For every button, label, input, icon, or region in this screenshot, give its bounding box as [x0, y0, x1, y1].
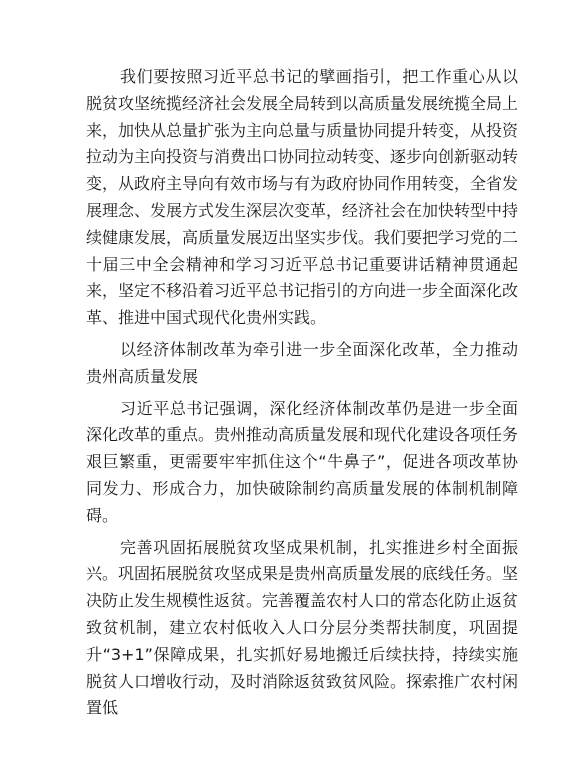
document-body: [86, 64, 518, 722]
intro-paragraph: 我们要按照习近平总书记的擘画指引，把工作重心从以脱贫攻坚统揽经济社会发展全局转到以高质量发展统揽全局上来，加快从总量扩张为主向总量与质量协同提升转变，从投资拉动为主向投资与消费出口协同拉动转变、逐步向创新驱动转变，从政府主导向有效市场与有为政府协同作用转变，全省发展理念、发展方式发生深层次变革，经济社会在加快转型中持续健康发展，高质量发展迈出坚实步伐。我们要把学习党的二十届三中全会精神和学习习近平总书记重要讲话精神贯通起来，坚定不移沿着习近平总书记指引的方向进一步全面深化改革、推进中国式现代化贵州实践。: [86, 67, 519, 328]
section-body-paragraph: 习近平总书记强调，深化经济体制改革仍是进一步全面深化改革的重点。贵州推动高质量发展和现代化建设各项任务艰巨繁重，更需要牢牢抓住这个“牛鼻子”，促进各项改革协同发力、形成合力，加快破除制约高质量发展的体制机制障碍。: [86, 398, 519, 525]
section-heading: 以经济体制改革为牵引进一步全面深化改革，全力推动贵州高质量发展: [86, 339, 518, 386]
poverty-alleviation-paragraph: 完善巩固拓展脱贫攻坚成果机制，扎实推进乡村全面振兴。巩固拓展脱贫攻坚成果是贵州高质量发展的底线任务。坚决防止发生规模性返贫。完善覆盖农村人口的常态化防止返贫致贫机制，建立农村低收入人口分层分类帮扶制度，巩固提升“3+1”保障成果，扎实抓好易地搬迁后续扶持，持续实施脱贫人口增收行动，及时消除返贫致贫风险。探索推广农村闲置低: [86, 537, 519, 718]
